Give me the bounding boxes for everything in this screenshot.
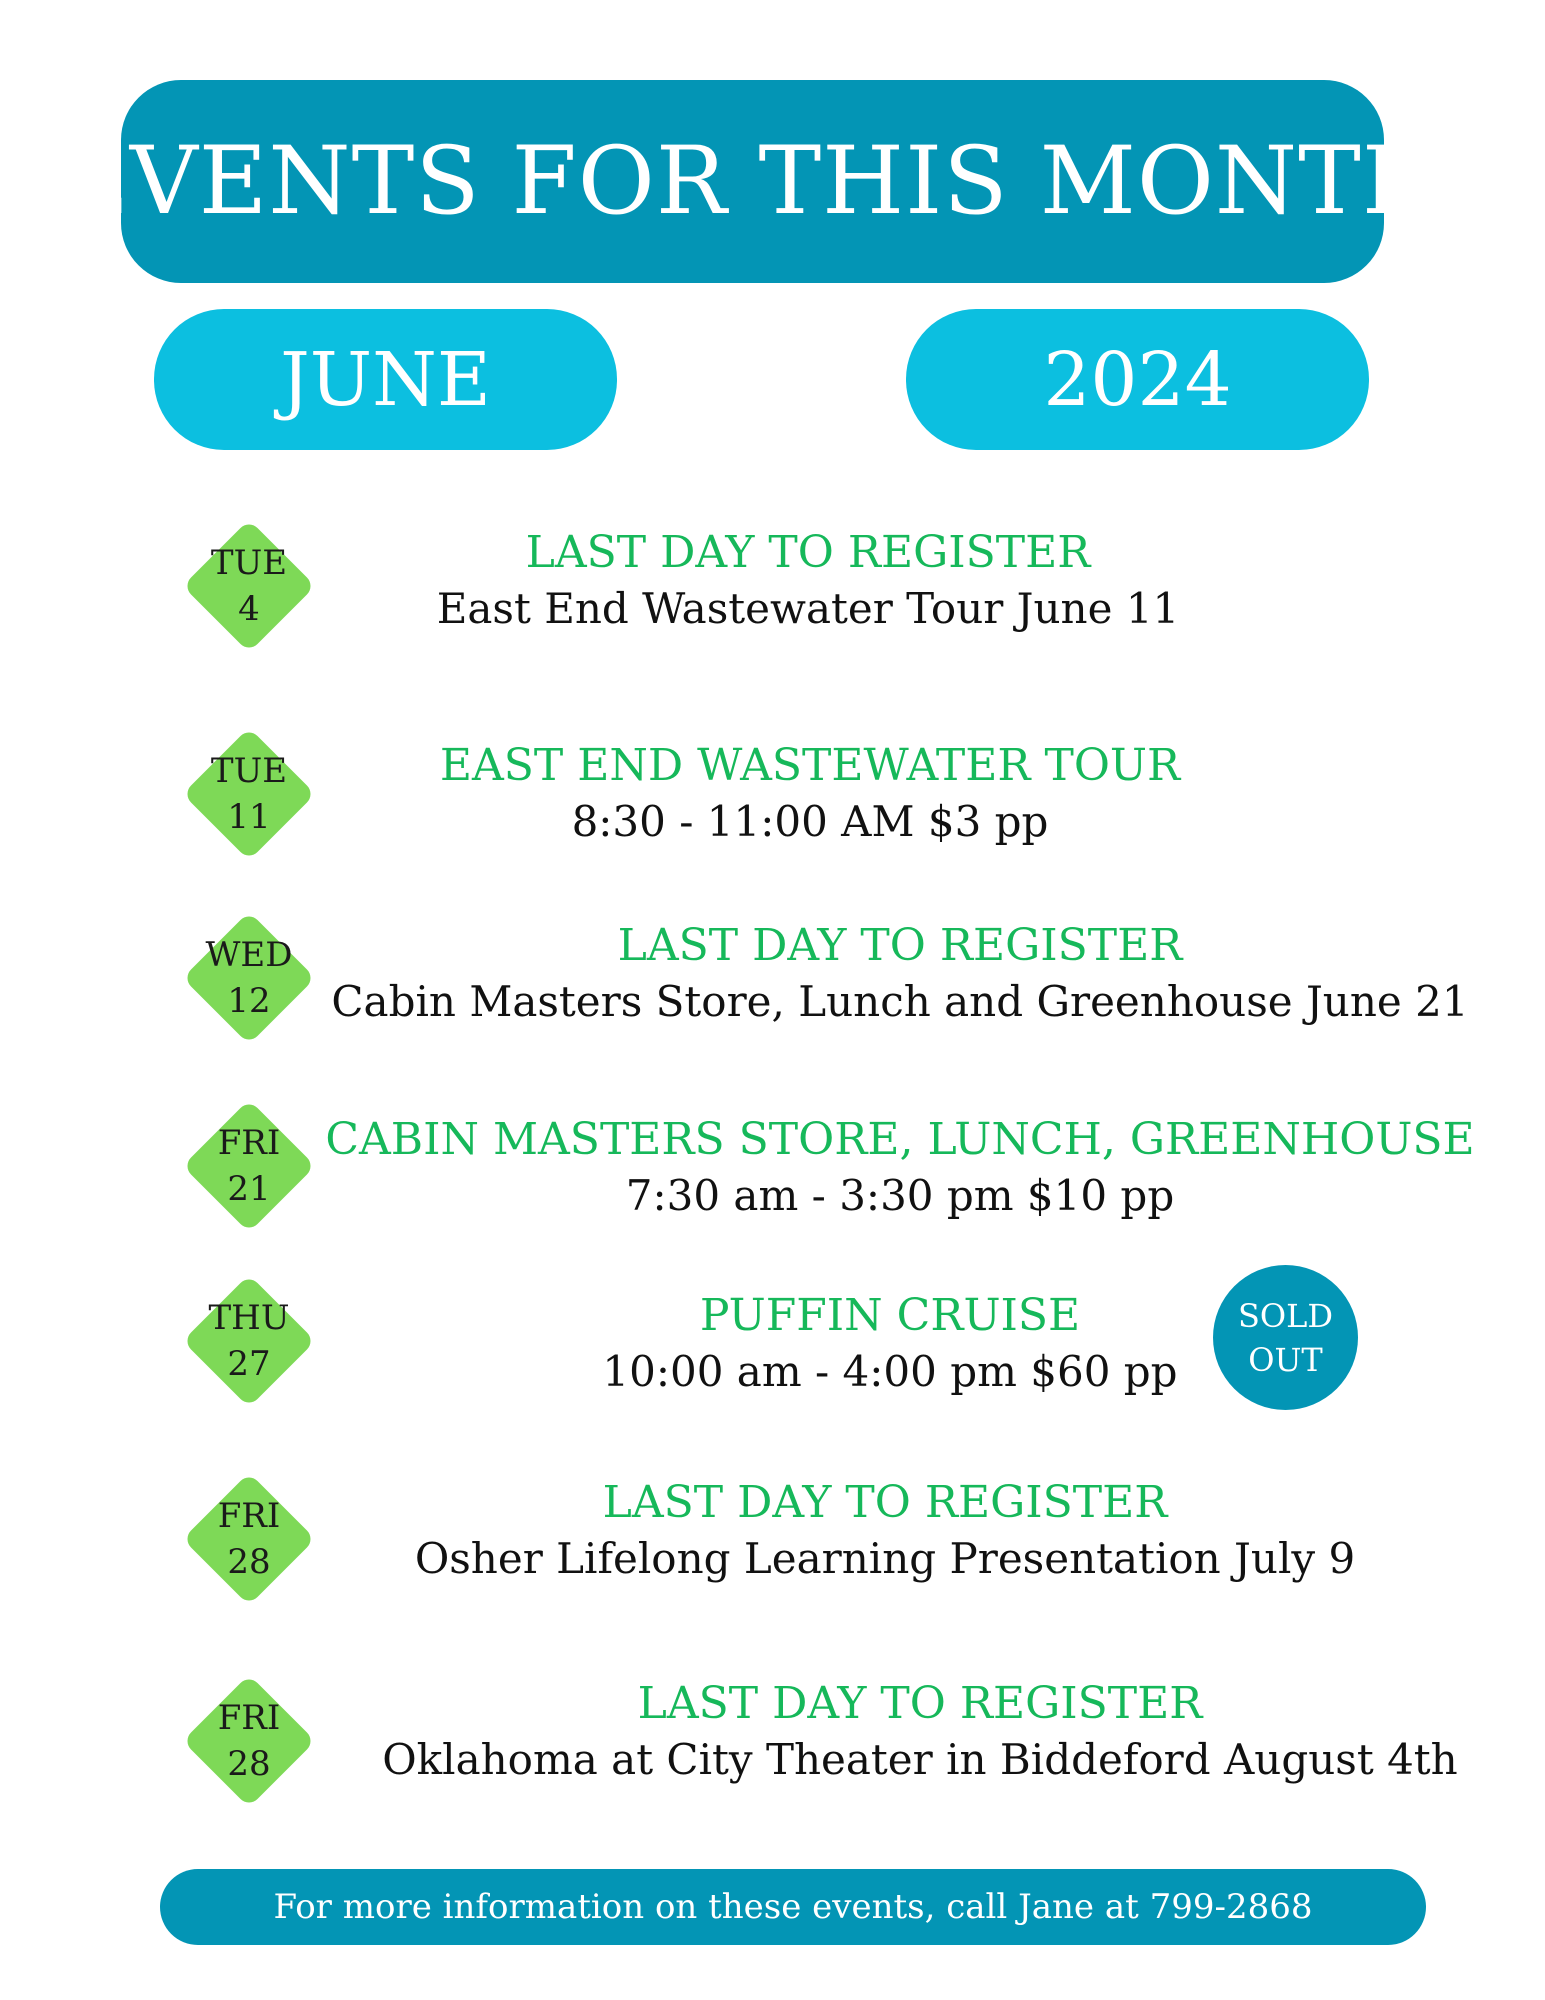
month-pill: JUNE: [154, 309, 617, 450]
footer-text: For more information on these events, call Jane at 799-2868: [273, 1887, 1313, 1927]
event-detail: 7:30 am - 3:30 pm $10 pp: [625, 1171, 1175, 1220]
event-title: LAST DAY TO REGISTER: [602, 1477, 1168, 1528]
event-detail: East End Wastewater Tour June 11: [436, 584, 1180, 633]
event-day: TUE: [210, 751, 288, 791]
event-day: TUE: [210, 543, 288, 583]
event-date: 12: [227, 981, 271, 1021]
event-date: 28: [227, 1542, 271, 1582]
event-detail: Cabin Masters Store, Lunch and Greenhouse June 21: [331, 977, 1469, 1026]
date-diamond: [178, 1270, 320, 1412]
event-date: 21: [227, 1169, 271, 1209]
event-detail: Oklahoma at City Theater in Biddeford August 4th: [382, 1735, 1458, 1784]
event-day: FRI: [217, 1698, 281, 1738]
event-date: 11: [227, 797, 271, 837]
event-detail: 8:30 - 11:00 AM $3 pp: [571, 797, 1049, 846]
date-diamond: [178, 907, 320, 1049]
title-banner: [60, 80, 1445, 283]
sold-out-badge-line: OUT: [1248, 1340, 1323, 1379]
date-diamond: [178, 515, 320, 657]
event-detail: 10:00 am - 4:00 pm $60 pp: [602, 1347, 1178, 1396]
event-title: LAST DAY TO REGISTER: [637, 1678, 1203, 1729]
event-title: EAST END WASTEWATER TOUR: [439, 740, 1181, 791]
page-title: EVENTS FOR THIS MONTH: [60, 127, 1445, 236]
event-day: FRI: [217, 1123, 281, 1163]
event-date: 28: [227, 1744, 271, 1784]
event-title: LAST DAY TO REGISTER: [617, 920, 1183, 971]
event-day: THU: [208, 1298, 290, 1338]
event-title: CABIN MASTERS STORE, LUNCH, GREENHOUSE: [325, 1114, 1475, 1165]
date-diamond: [178, 1670, 320, 1812]
footer-info-bar: [160, 1869, 1426, 1945]
sold-out-badge: [1213, 1265, 1358, 1410]
event-detail: Osher Lifelong Learning Presentation July 9: [414, 1534, 1356, 1583]
date-diamond: [178, 723, 320, 865]
event-date: 27: [227, 1344, 271, 1384]
sold-out-badge-line: SOLD: [1237, 1296, 1334, 1335]
event-date: 4: [238, 589, 260, 629]
event-title: LAST DAY TO REGISTER: [525, 527, 1091, 578]
year-pill: 2024: [906, 309, 1369, 450]
event-title: PUFFIN CRUISE: [699, 1290, 1081, 1341]
event-day: WED: [205, 935, 293, 975]
event-day: FRI: [217, 1496, 281, 1536]
date-diamond: [178, 1095, 320, 1237]
date-diamond: [178, 1468, 320, 1610]
